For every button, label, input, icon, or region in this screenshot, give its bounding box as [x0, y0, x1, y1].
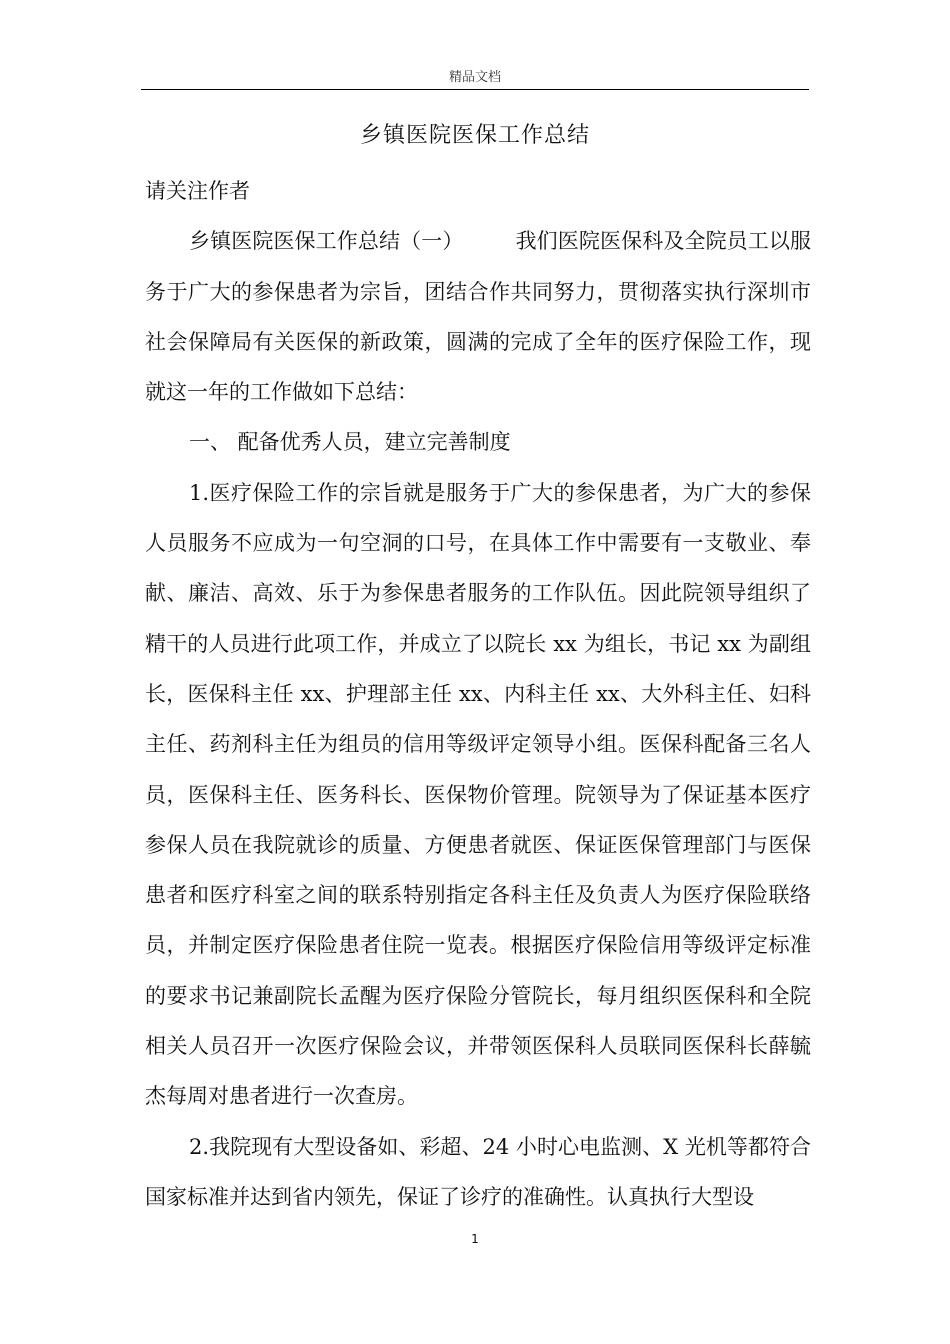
intro-heading: 乡镇医院医保工作总结（一） — [189, 229, 464, 254]
paragraph-1: 1.医疗保险工作的宗旨就是服务于广大的参保患者，为广大的参保人员服务不应成为一句空洞的口号，在具体工作中需要有一支敬业、奉献、廉洁、高效、乐于为参保患者服务的工作队伍。因此院领导组织了精干的人员进行此项工作，并成立了以院长 xx 为组长，书记 xx 为副组长，医保科主任 xx、护理部主任 xx、内科主任 xx、大外科主任、妇科主任、药剂科主任为组员的信用等级评定领导小组。医保科配备三名人员，医保科主任、医务科长、医保物价管理。院领导为了保证基本医疗参保人员在我院就诊的质量、方便患者就医、保证医保管理部门与医保患者和医疗科室之间的联系特别指定各科主任及负责人为医疗保险联络员，并制定医疗保险患者住院一览表。根据医疗保险信用等级评定标准的要求书记兼副院长孟醒为医疗保险分管院长，每月组织医保科和全院相关人员召开一次医疗保险会议，并带领医保科人员联同医保科长薛毓杰每周对患者进行一次查房。 — [145, 480, 811, 1109]
author-note: 请关注作者 — [145, 179, 250, 203]
document-body — [145, 166, 811, 1222]
section-heading-1: 一、 配备优秀人员，建立完善制度 — [189, 430, 511, 455]
paragraph-2: 2.我院现有大型设备如、彩超、24 小时心电监测、X 光机等都符合国家标准并达到省内领先，保证了诊疗的准确性。认真执行大型设 — [145, 1134, 811, 1209]
document-title: 乡镇医院医保工作总结 — [359, 123, 590, 148]
page-header: 精品文档 — [448, 70, 501, 85]
page-number: 1 — [471, 1232, 479, 1246]
paragraph-intro — [145, 216, 811, 417]
header-rule — [141, 89, 809, 90]
intro-text: 我们医院医保科及全院员工以服务于广大的参保患者为宗旨，团结合作共同努力，贯彻落实执行深圳市社会保障局有关医保的新政策，圆满的完成了全年的医疗保险工作，现就这一年的工作做如下总结： — [145, 229, 812, 405]
